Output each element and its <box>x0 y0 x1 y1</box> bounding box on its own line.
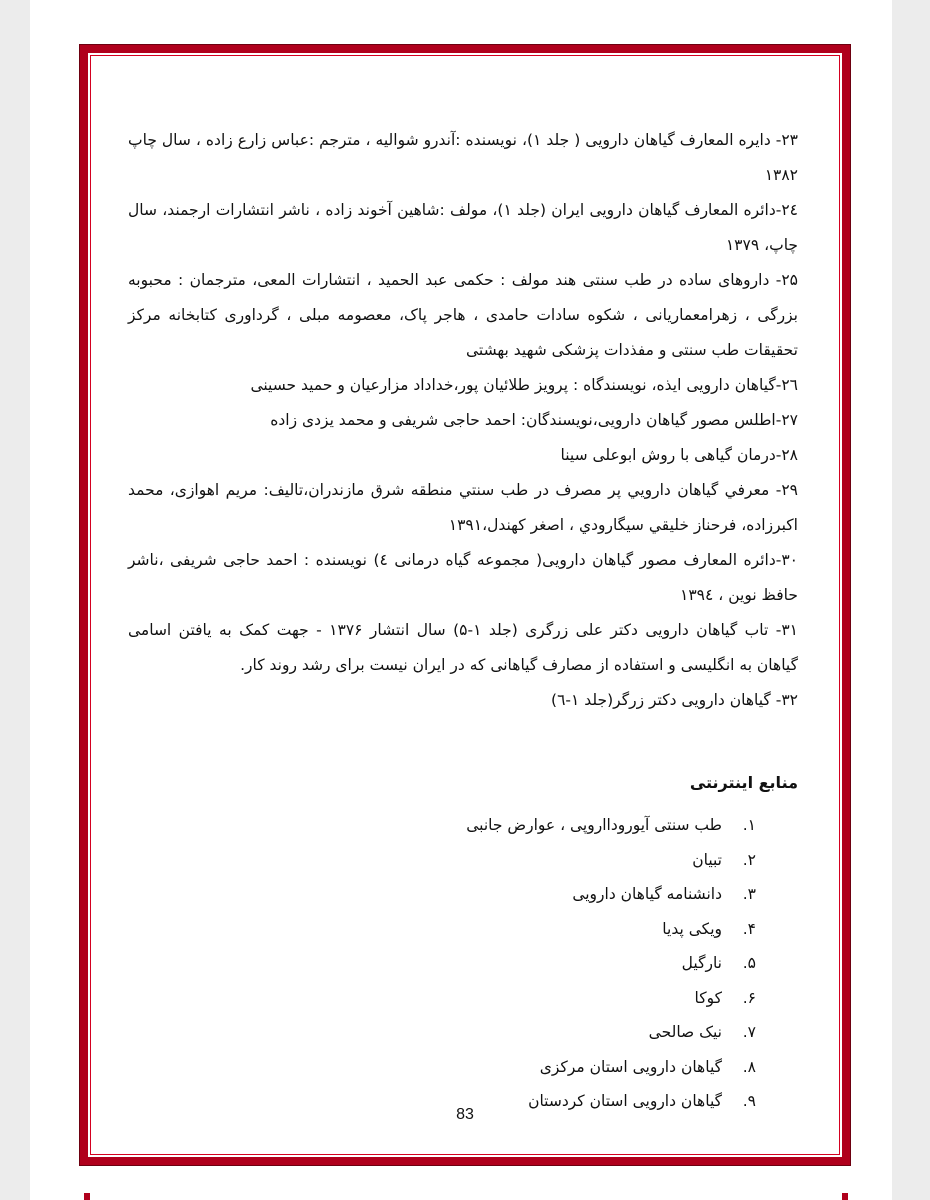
list-item-text: دانشنامه گیاهان دارویی <box>572 885 722 903</box>
reference-item-25: ۲۵- داروهای ساده در طب سنتی هند مولف : حکمی عبد الحمید ، انتشارات المعی، مترجمان : محبوبه بزرگی ، زهرامعماریانی ، شکوه سادات حامدی ، هاجر پاک، معصومه مبلی ، گرداوری کتابخانه مرکز تحقیقات طب سنتی و مفذدات پزشکی شهید بهشتی <box>128 271 798 359</box>
list-item-number: ۷. <box>742 1023 756 1041</box>
reference-item-24: ۲٤-دائره المعارف گیاهان دارویی ایران (جلد ۱)، مولف :شاهین آخوند زاده ، ناشر انتشارات ارجمند، سال چاپ، ۱۳۷۹ <box>128 201 798 254</box>
page-border-frame <box>80 45 850 1165</box>
list-item <box>128 1015 756 1050</box>
reference-item-23: ۲۳- دایره المعارف گیاهان دارویی ( جلد ۱)، نویسنده :آندرو شوالیه ، مترجم :عباس زارع زاده ، سال چاپ ۱۳۸۲ <box>128 131 799 184</box>
list-item-text: گیاهان دارویی استان مرکزی <box>539 1057 722 1076</box>
internet-sources-list <box>128 808 756 1119</box>
list-item-text: ویکی پدیا <box>662 919 722 938</box>
list-item-number: ۶. <box>742 988 756 1007</box>
list-item <box>128 843 756 878</box>
reference-item-27: ۲۷-اطلس مصور گیاهان دارویی،نویسندگان: احمد حاجی شریفی و محمد یزدی زاده <box>270 411 798 429</box>
list-item-text: تبیان <box>692 850 722 869</box>
page-number: 83 <box>456 1106 474 1123</box>
list-item-number: ۸. <box>742 1057 756 1076</box>
list-item-number: ۹. <box>742 1092 756 1110</box>
list-item <box>128 1050 756 1085</box>
reference-item-26: ۲٦-گیاهان دارویی ایذه، نویسندگاه : پرویز طلائیان پور،خداداد مزارعیان و حمید حسینی <box>250 376 798 394</box>
list-item-text: نیک صالحی <box>648 1023 722 1041</box>
list-item <box>128 912 756 947</box>
next-page-frame-corner-right <box>842 1193 848 1200</box>
list-item-number: ۴. <box>742 919 756 938</box>
reference-item-31: ۳۱- تاب گیاهان دارویی دکتر علی زرگری (جلد ۱-۵) سال انتشار ۱۳۷۶ - جهت کمک به یافتن اسامی گیاهان به انگلیسی و استفاده از مصارف گیاهانی که در ایران نیست برای رشد روند کار. <box>128 621 798 674</box>
reference-item-28: ۲۸-درمان گیاهی با روش ابوعلی سینا <box>560 446 798 464</box>
reference-item-30: ۳۰-دائره المعارف مصور گیاهان دارویی( مجموعه گیاه درمانی ٤) نویسنده : احمد حاجی شریفی ،ناشر حافظ نوین ، ۱۳۹٤ <box>128 551 798 604</box>
list-item-number: ۳. <box>742 885 756 903</box>
reference-item-29: ۲۹- معرفي گياهان دارويي پر مصرف در طب سنتي منطقه شرق مازندران،تاليف: مريم اهوازی، محمد اكبرزاده، فرحناز خليقي سيگارودي ، اصغر كهندل،۱۳۹۱ <box>128 481 798 534</box>
list-item <box>128 808 756 843</box>
internet-sources-heading: منابع اینترنتی <box>689 773 798 792</box>
list-item-number: ۲. <box>742 850 756 869</box>
list-item-number: ۱. <box>742 816 756 834</box>
list-item <box>128 877 756 912</box>
references-content <box>128 123 798 1119</box>
list-item-text: کوکا <box>694 988 722 1007</box>
list-item <box>128 946 756 981</box>
list-item-number: ۵. <box>742 954 756 972</box>
list-item-text: گیاهان دارویی استان کردستان <box>528 1092 722 1110</box>
reference-item-32: ۳۲- گیاهان دارویی دکتر زرگر(جلد ۱-٦) <box>551 691 798 709</box>
next-page-frame-corner-left <box>84 1193 90 1200</box>
list-item-text: طب سنتی آیورودااروپی ، عوارض جانبی <box>466 816 722 834</box>
list-item-text: نارگیل <box>681 954 722 972</box>
list-item <box>128 981 756 1016</box>
